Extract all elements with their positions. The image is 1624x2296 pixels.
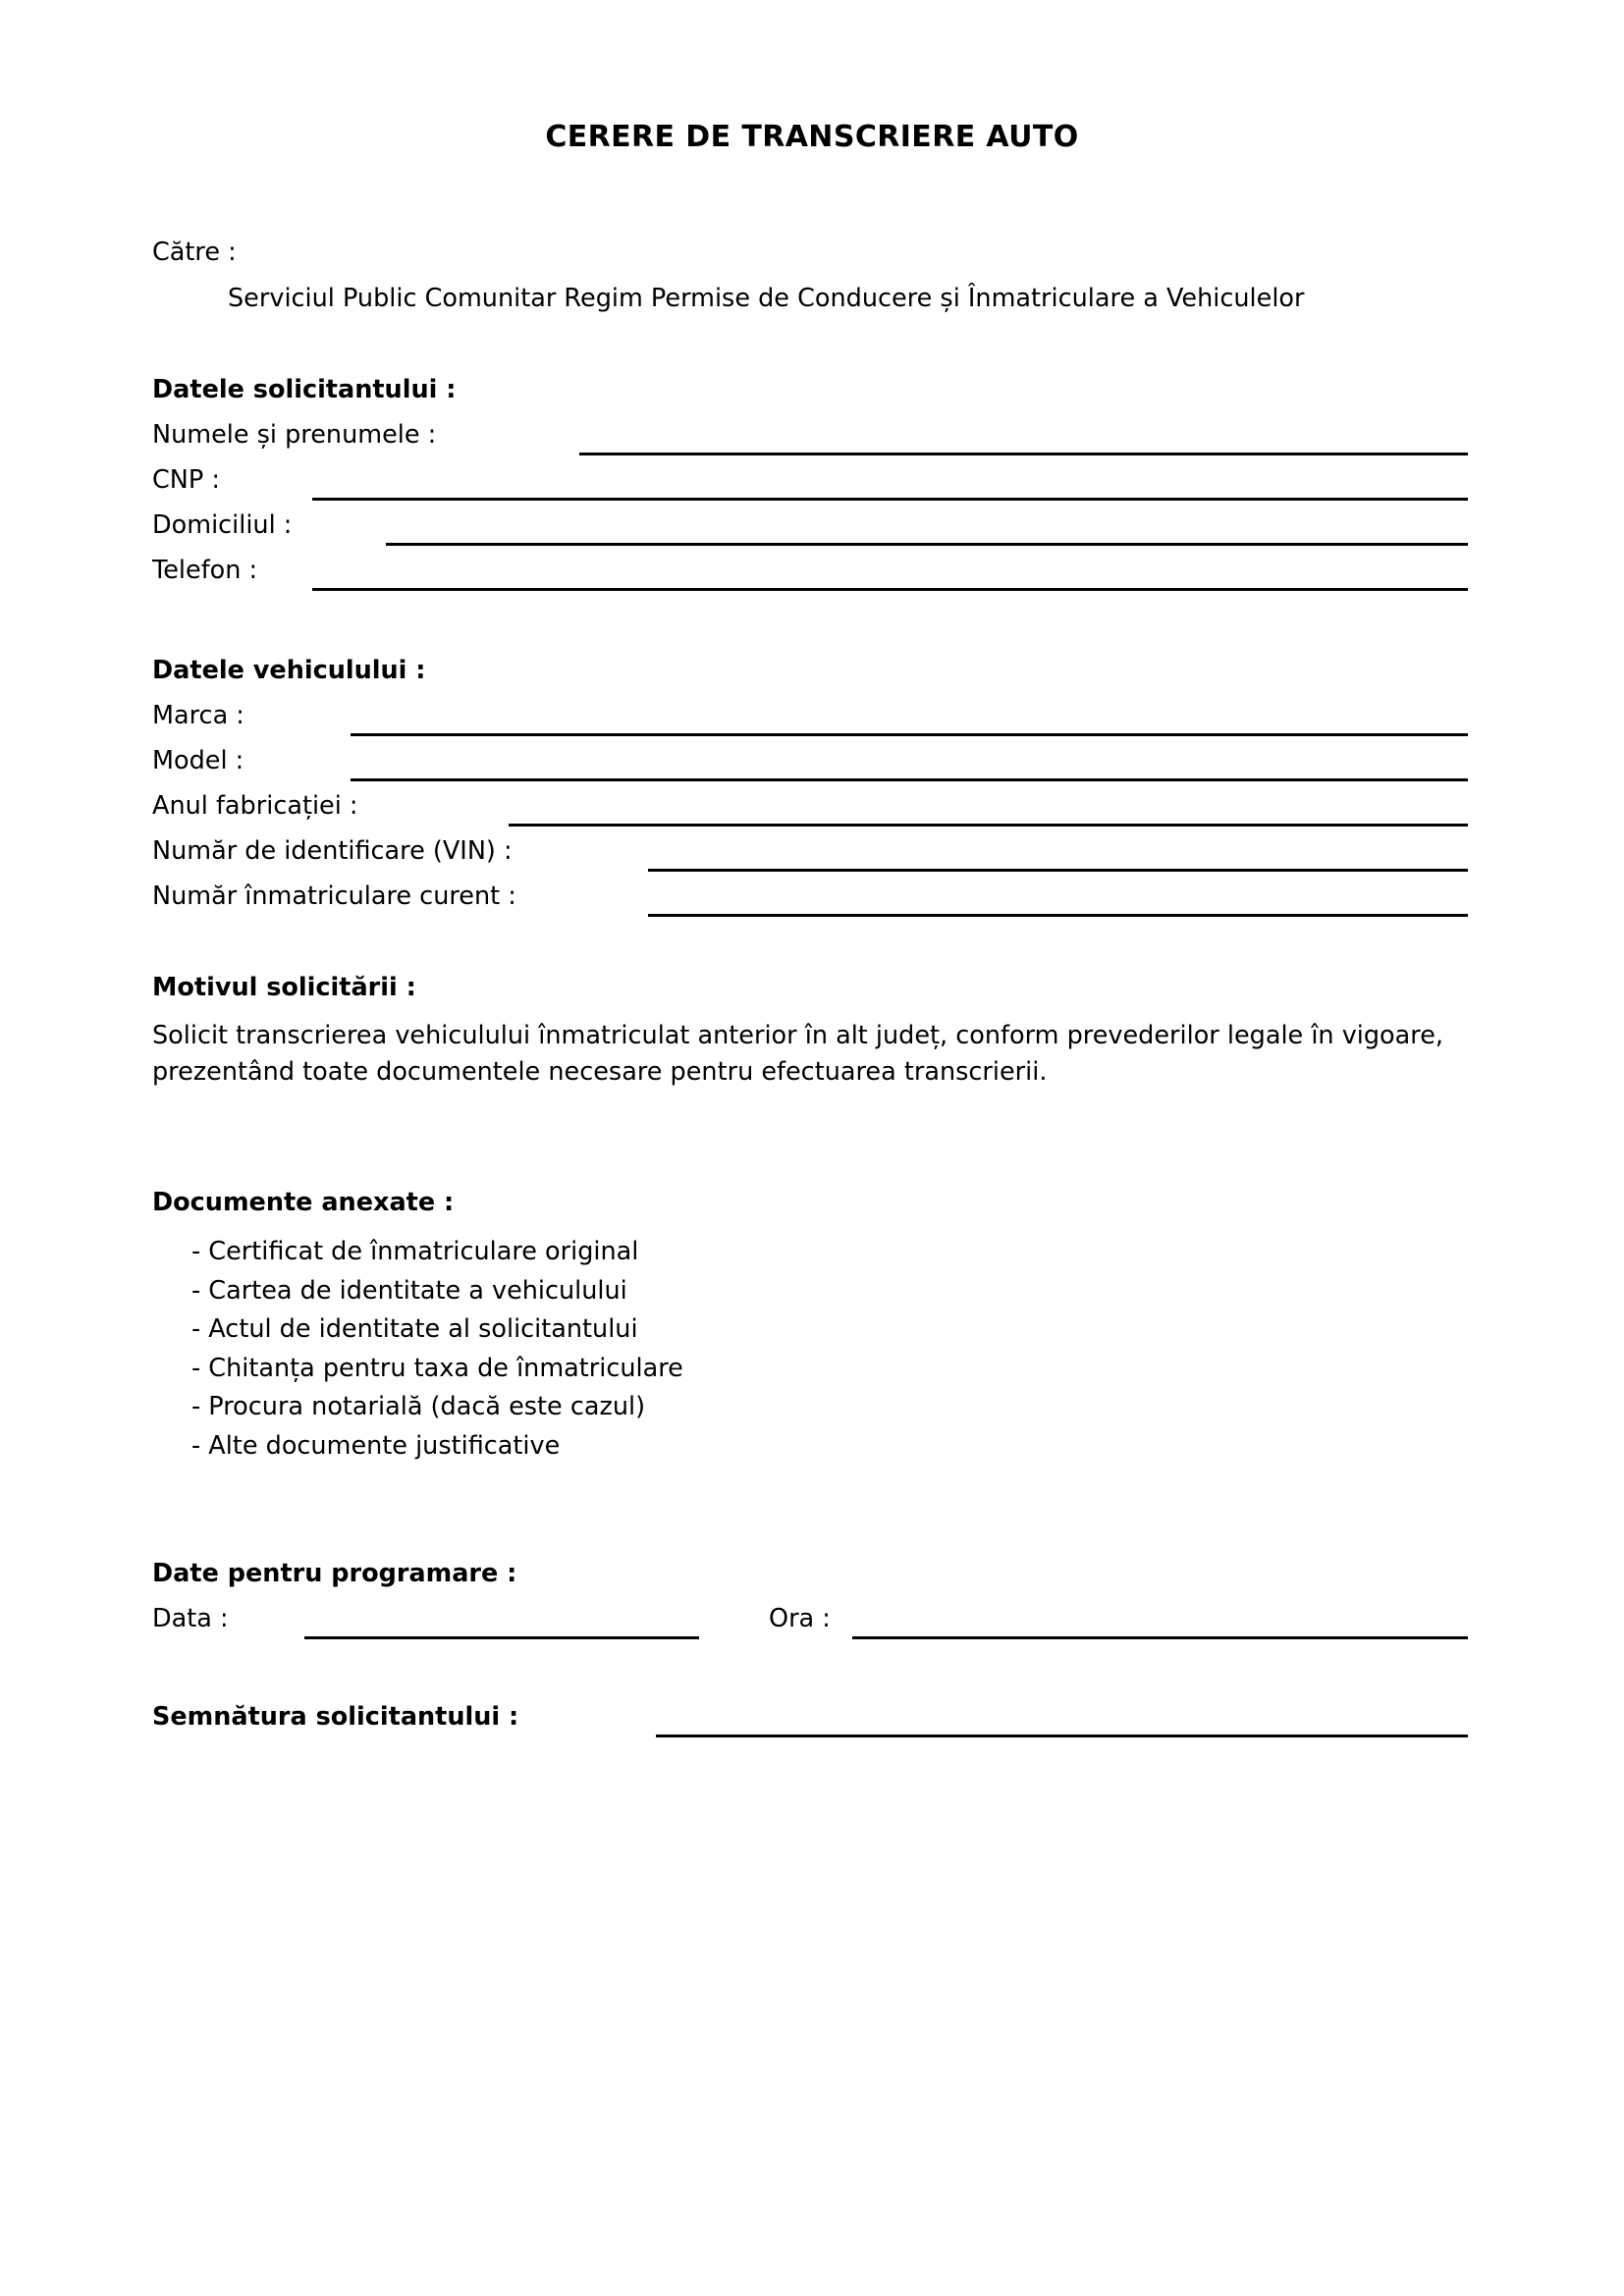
field-input-numar-inmatriculare[interactable] [648, 914, 1468, 917]
field-input-ora[interactable] [852, 1636, 1468, 1639]
field-input-model[interactable] [351, 778, 1468, 781]
field-label-marca: Marca : [152, 701, 244, 730]
signature-label: Semnătura solicitantului : [152, 1702, 519, 1732]
field-input-nume[interactable] [579, 453, 1468, 455]
field-input-cnp[interactable] [312, 498, 1468, 501]
list-item: - Procura notarială (dacă este cazul) [191, 1392, 646, 1421]
field-label-anul-fabricatiei: Anul fabricației : [152, 791, 358, 821]
field-input-domiciliul[interactable] [386, 543, 1468, 546]
field-label-nume: Numele și prenumele : [152, 420, 437, 450]
documents-section-heading: Documente anexate : [152, 1188, 455, 1217]
field-label-domiciliul: Domiciliul : [152, 510, 293, 540]
list-item: - Certificat de înmatriculare original [191, 1237, 639, 1266]
field-label-model: Model : [152, 746, 244, 775]
field-input-data[interactable] [304, 1636, 699, 1639]
reason-section-heading: Motivul solicitării : [152, 973, 416, 1002]
field-input-marca[interactable] [351, 733, 1468, 736]
signature-input[interactable] [656, 1735, 1468, 1737]
reason-section-body: Solicit transcrierea vehiculului înmatriculat anterior în alt județ, conform prevederilor legale în vigoare, prezentând toate documentele necesare pentru efectuarea transcrierii. [152, 1021, 1444, 1087]
field-label-numar-inmatriculare: Număr înmatriculare curent : [152, 881, 516, 911]
field-label-ora: Ora : [769, 1604, 831, 1633]
applicant-section-heading: Datele solicitantului : [152, 375, 457, 404]
addressee-label: Către : [152, 238, 237, 267]
field-label-telefon: Telefon : [152, 556, 258, 585]
field-label-data: Data : [152, 1604, 229, 1633]
field-input-telefon[interactable] [312, 588, 1468, 591]
addressee-name: Serviciul Public Comunitar Regim Permise de Conducere și Înmatriculare a Vehiculelor [228, 284, 1305, 313]
field-label-vin: Număr de identificare (VIN) : [152, 836, 513, 866]
list-item: - Alte documente justificative [191, 1430, 561, 1461]
field-label-cnp: CNP : [152, 465, 220, 495]
list-item: - Actul de identitate al solicitantului [191, 1314, 638, 1344]
scheduling-section-heading: Date pentru programare : [152, 1559, 517, 1588]
list-item: - Cartea de identitate a vehiculului [191, 1275, 627, 1306]
page-title: CERERE DE TRANSCRIERE AUTO [545, 120, 1079, 154]
documents-list [191, 1233, 683, 1466]
vehicle-section-heading: Datele vehiculului : [152, 656, 426, 685]
list-item: - Chitanța pentru taxa de înmatriculare [191, 1353, 683, 1383]
field-input-anul-fabricatiei[interactable] [509, 824, 1468, 827]
field-input-vin[interactable] [648, 869, 1468, 872]
